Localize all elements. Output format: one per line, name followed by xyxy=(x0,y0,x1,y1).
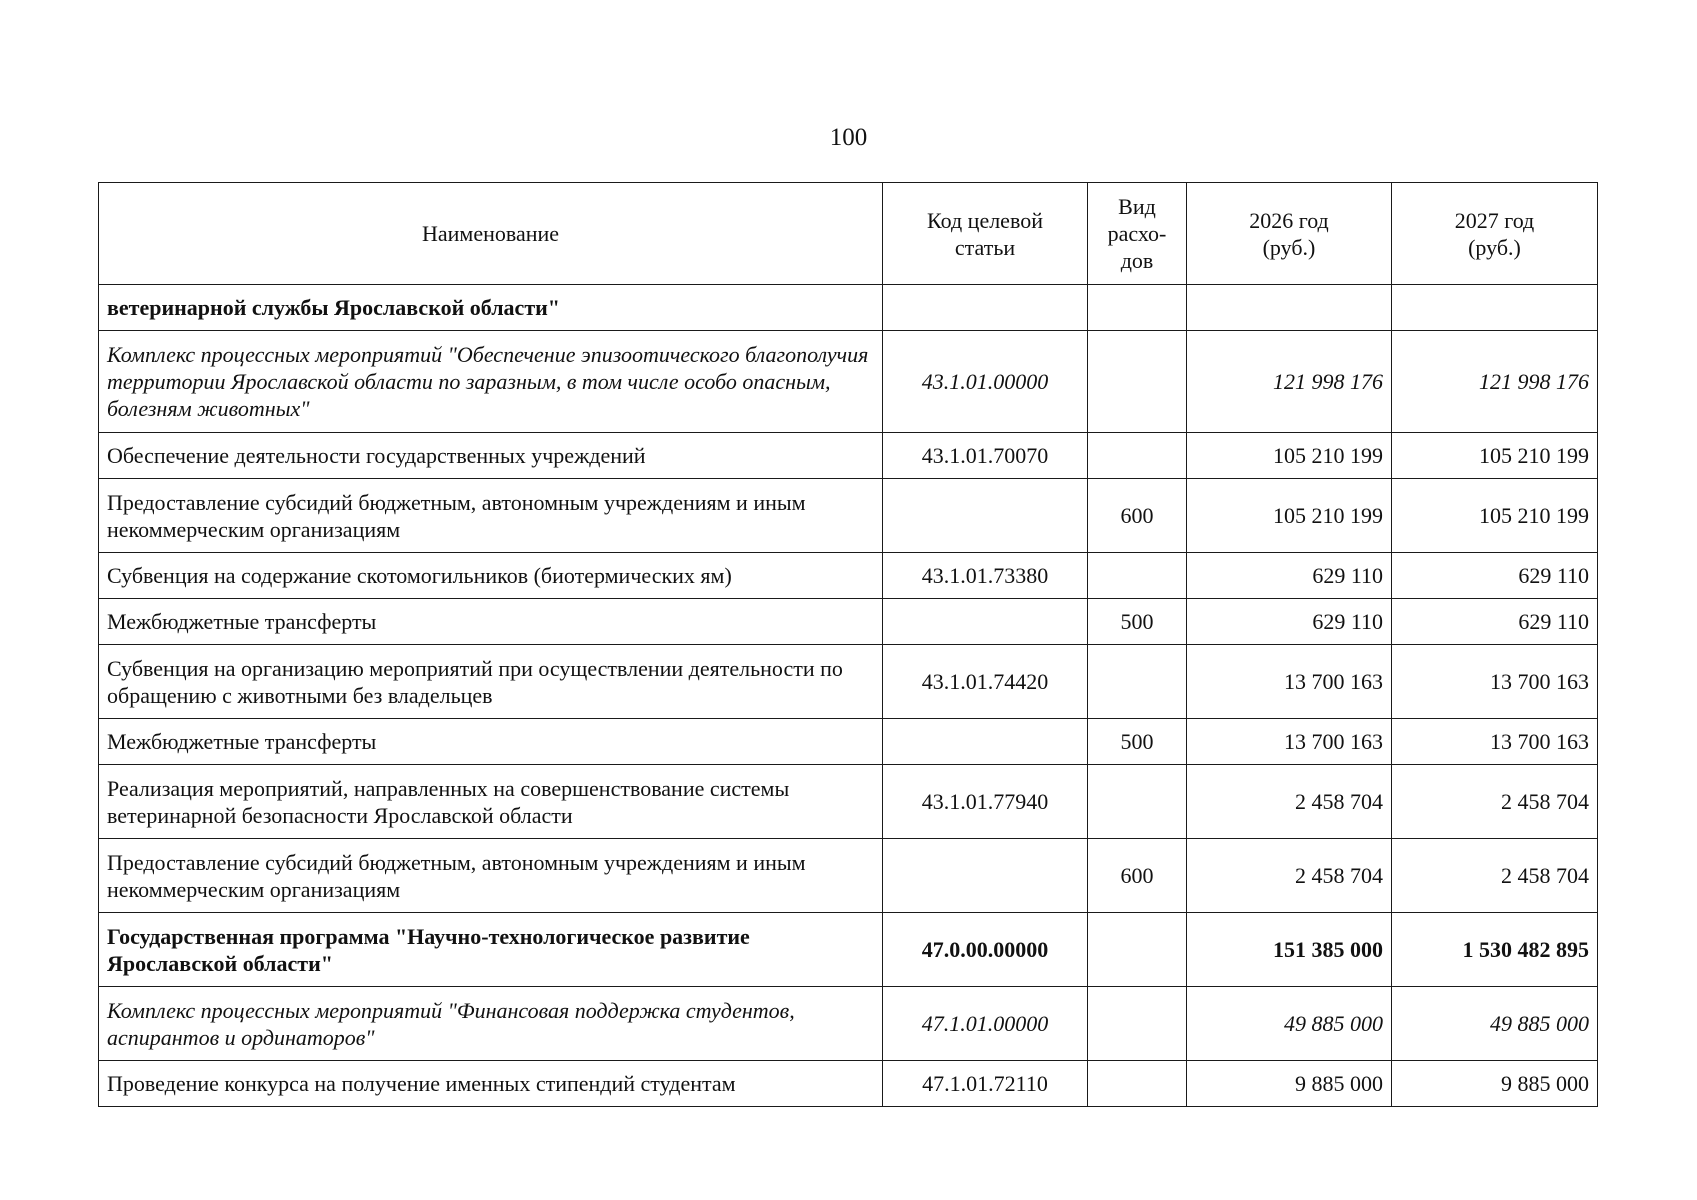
row-amount-2026-cell: 105 210 199 xyxy=(1187,433,1392,479)
row-name-cell: Межбюджетные трансферты xyxy=(99,719,883,765)
header-year-2026 xyxy=(1187,183,1392,285)
header-target-code xyxy=(883,183,1088,285)
table-row xyxy=(99,331,1598,433)
row-name-cell: Государственная программа "Научно-технологическое развитие Ярославской области" xyxy=(99,913,883,987)
row-name-cell: Межбюджетные трансферты xyxy=(99,599,883,645)
table-row xyxy=(99,285,1598,331)
row-target-code-cell xyxy=(883,719,1088,765)
table-header-row xyxy=(99,183,1598,285)
row-amount-2026-cell: 629 110 xyxy=(1187,599,1392,645)
row-amount-2026-cell: 151 385 000 xyxy=(1187,913,1392,987)
table-row xyxy=(99,987,1598,1061)
table-row xyxy=(99,765,1598,839)
table-row xyxy=(99,645,1598,719)
table-body xyxy=(99,285,1598,1107)
header-line: Наименование xyxy=(421,221,560,246)
header-line: 2027 год xyxy=(1454,207,1535,233)
row-amount-2027-cell: 121 998 176 xyxy=(1392,331,1598,433)
row-amount-2026-cell: 49 885 000 xyxy=(1187,987,1392,1061)
row-target-code-cell: 43.1.01.73380 xyxy=(883,553,1088,599)
header-line: (руб.) xyxy=(1468,234,1521,260)
table-row xyxy=(99,913,1598,987)
header-line: (руб.) xyxy=(1262,234,1316,260)
row-amount-2026-cell: 13 700 163 xyxy=(1187,645,1392,719)
table-row xyxy=(99,479,1598,553)
table-row xyxy=(99,839,1598,913)
row-amount-2026-cell xyxy=(1187,285,1392,331)
row-target-code-cell: 47.0.00.00000 xyxy=(883,913,1088,987)
row-amount-2026-cell: 2 458 704 xyxy=(1187,839,1392,913)
row-amount-2027-cell: 13 700 163 xyxy=(1392,645,1598,719)
row-expense-kind-cell xyxy=(1088,913,1187,987)
table-row xyxy=(99,599,1598,645)
table-row xyxy=(99,1061,1598,1107)
page-number: 100 xyxy=(829,124,868,151)
row-amount-2027-cell: 13 700 163 xyxy=(1392,719,1598,765)
row-expense-kind-cell: 600 xyxy=(1088,839,1187,913)
row-amount-2027-cell: 9 885 000 xyxy=(1392,1061,1598,1107)
row-name-cell: Проведение конкурса на получение именных стипендий студентам xyxy=(99,1061,883,1107)
row-amount-2027-cell: 105 210 199 xyxy=(1392,479,1598,553)
table-row xyxy=(99,719,1598,765)
header-line: статьи xyxy=(954,234,1016,260)
row-expense-kind-cell xyxy=(1088,645,1187,719)
row-expense-kind-cell xyxy=(1088,765,1187,839)
row-amount-2026-cell: 121 998 176 xyxy=(1187,331,1392,433)
row-target-code-cell xyxy=(883,479,1088,553)
row-expense-kind-cell: 500 xyxy=(1088,599,1187,645)
row-name-cell: Субвенция на организацию мероприятий при осуществлении деятельности по обращению с животными без владельцев xyxy=(99,645,883,719)
budget-table xyxy=(98,182,1598,1107)
header-year-2027 xyxy=(1392,183,1598,285)
row-amount-2027-cell: 2 458 704 xyxy=(1392,839,1598,913)
row-name-cell: Предоставление субсидий бюджетным, автономным учреждениям и иным некоммерческим организациям xyxy=(99,479,883,553)
row-expense-kind-cell xyxy=(1088,1061,1187,1107)
row-expense-kind-cell xyxy=(1088,987,1187,1061)
header-line: расхо- xyxy=(1107,221,1167,246)
row-target-code-cell: 43.1.01.77940 xyxy=(883,765,1088,839)
header-expense-kind xyxy=(1088,183,1187,285)
row-amount-2027-cell: 49 885 000 xyxy=(1392,987,1598,1061)
table-row xyxy=(99,553,1598,599)
row-amount-2026-cell: 629 110 xyxy=(1187,553,1392,599)
row-expense-kind-cell xyxy=(1088,331,1187,433)
row-target-code-cell: 47.1.01.72110 xyxy=(883,1061,1088,1107)
row-name-cell: Реализация мероприятий, направленных на совершенствование системы ветеринарной безопасности Ярославской области xyxy=(99,765,883,839)
header-line: Вид xyxy=(1118,194,1156,219)
row-target-code-cell: 47.1.01.00000 xyxy=(883,987,1088,1061)
row-expense-kind-cell xyxy=(1088,433,1187,479)
row-target-code-cell: 43.1.01.74420 xyxy=(883,645,1088,719)
row-amount-2027-cell: 1 530 482 895 xyxy=(1392,913,1598,987)
row-amount-2026-cell: 13 700 163 xyxy=(1187,719,1392,765)
row-amount-2027-cell: 629 110 xyxy=(1392,599,1598,645)
header-name xyxy=(99,183,883,285)
row-amount-2026-cell: 105 210 199 xyxy=(1187,479,1392,553)
row-amount-2026-cell: 2 458 704 xyxy=(1187,765,1392,839)
row-expense-kind-cell: 500 xyxy=(1088,719,1187,765)
row-amount-2027-cell xyxy=(1392,285,1598,331)
row-target-code-cell: 43.1.01.00000 xyxy=(883,331,1088,433)
row-target-code-cell: 43.1.01.70070 xyxy=(883,433,1088,479)
row-name-cell: Комплекс процессных мероприятий "Финансовая поддержка студентов, аспирантов и ординаторов" xyxy=(99,987,883,1061)
row-expense-kind-cell xyxy=(1088,285,1187,331)
row-amount-2027-cell: 629 110 xyxy=(1392,553,1598,599)
header-line: дов xyxy=(1120,248,1154,273)
table-row xyxy=(99,433,1598,479)
row-target-code-cell xyxy=(883,839,1088,913)
row-name-cell: Субвенция на содержание скотомогильников (биотермических ям) xyxy=(99,553,883,599)
row-name-cell: Комплекс процессных мероприятий "Обеспечение эпизоотического благополучия территории Ярославской области по заразным, в том числе особо опасным, болезням животных" xyxy=(99,331,883,433)
row-amount-2026-cell: 9 885 000 xyxy=(1187,1061,1392,1107)
row-amount-2027-cell: 105 210 199 xyxy=(1392,433,1598,479)
row-name-cell: ветеринарной службы Ярославской области" xyxy=(99,285,883,331)
row-target-code-cell xyxy=(883,285,1088,331)
row-expense-kind-cell xyxy=(1088,553,1187,599)
row-amount-2027-cell: 2 458 704 xyxy=(1392,765,1598,839)
row-expense-kind-cell: 600 xyxy=(1088,479,1187,553)
header-line: Код целевой xyxy=(927,207,1043,233)
row-target-code-cell xyxy=(883,599,1088,645)
row-name-cell: Обеспечение деятельности государственных учреждений xyxy=(99,433,883,479)
header-line: 2026 год xyxy=(1249,207,1329,233)
row-name-cell: Предоставление субсидий бюджетным, автономным учреждениям и иным некоммерческим организациям xyxy=(99,839,883,913)
